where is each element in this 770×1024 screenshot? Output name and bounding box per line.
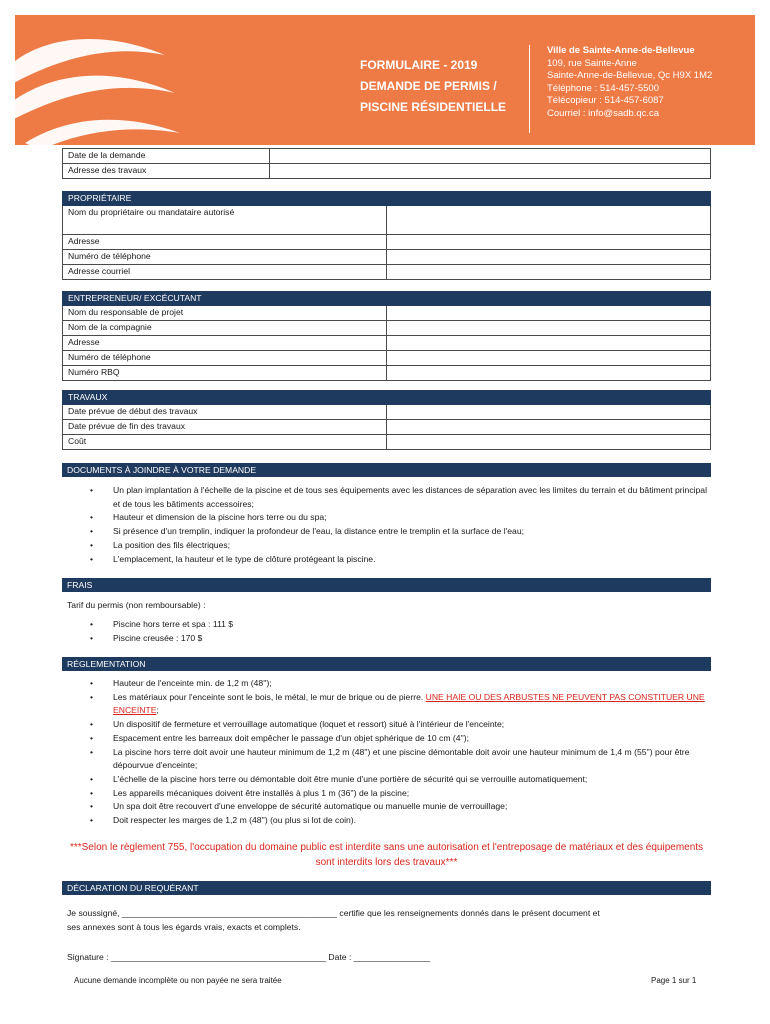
telephone-proprietaire-field[interactable] [387, 250, 711, 265]
list-item: • Hauteur et dimension de la piscine hors terre ou du spa; [62, 511, 707, 525]
date-fin-field[interactable] [387, 420, 711, 435]
list-item-text: Les matériaux pour l'enceinte sont le bois, le métal, le mur de brique ou de pierre. [113, 691, 426, 702]
field-label: Numéro de téléphone [63, 250, 387, 265]
date-debut-field[interactable] [387, 405, 711, 420]
field-label: Nom de la compagnie [63, 321, 387, 336]
list-item: • L'échelle de la piscine hors terre ou démontable doit être munie d'une portière de sécurité qui se verrouille automatiquement; [62, 773, 707, 787]
list-item: • Si présence d'un tremplin, indiquer la profondeur de l'eau, la distance entre le tremplin et la surface de l'eau; [62, 525, 707, 539]
declaration-line: ses annexes sont à tous les égards vrais, exacts et complets. [67, 922, 301, 932]
form-title-line: PISCINE RÉSIDENTIELLE [360, 100, 507, 114]
field-label: Adresse des travaux [63, 164, 270, 179]
footer-note: Aucune demande incomplète ou non payée ne sera traitée [74, 976, 282, 985]
section-header: TRAVAUX [63, 391, 711, 405]
signature-line[interactable]: Signature : _____________________________________________ Date : ________________ [67, 952, 431, 962]
form-title-line: DEMANDE DE PERMIS / [360, 79, 497, 93]
adresse-entrepreneur-field[interactable] [387, 336, 711, 351]
header-banner [15, 15, 755, 145]
header-divider [529, 45, 530, 133]
city-address-line: Sainte-Anne-de-Bellevue, Qc H9X 1M2 [547, 70, 713, 81]
section-header: PROPRIÉTAIRE [63, 192, 711, 206]
documents-list [62, 484, 707, 566]
list-item: • Doit respecter les marges de 1,2 m (48'') (ou plus si lot de coin). [62, 814, 707, 828]
travaux-table [62, 390, 711, 450]
section-header: DÉCLARATION DU REQUÉRANT [62, 881, 711, 895]
list-item: • La position des fils électriques; [62, 539, 707, 553]
field-label: Nom du responsable de projet [63, 306, 387, 321]
form-title-line: FORMULAIRE - 2019 [360, 58, 478, 72]
section-header: ENTREPRENEUR/ EXCÉCUTANT [63, 292, 711, 306]
list-item: • L'emplacement, la hauteur et le type de clôture protégeant la piscine. [62, 553, 707, 567]
field-label: Numéro RBQ [63, 366, 387, 381]
list-item: • Un dispositif de fermeture et verrouillage automatique (loquet et ressort) situé à l'intérieur de l'enceinte; [62, 718, 707, 732]
entrepreneur-table [62, 291, 711, 381]
field-label: Date prévue de fin des travaux [63, 420, 387, 435]
city-name: Ville de Sainte-Anne-de-Bellevue [547, 45, 695, 56]
list-item: • Hauteur de l'enceinte min. de 1,2 m (48''); [62, 677, 707, 691]
proprietaire-table [62, 191, 711, 280]
section-header: RÉGLEMENTATION [62, 657, 711, 671]
cout-field[interactable] [387, 435, 711, 450]
page-number: Page 1 sur 1 [651, 976, 697, 985]
list-item: • Un plan implantation à l'échelle de la piscine et de tous ses équipements avec les distances de séparation avec les limites du terrain et du bâtiment principal et de tous les bâtiments accessoires; [62, 484, 707, 511]
rbq-field[interactable] [387, 366, 711, 381]
frais-intro: Tarif du permis (non remboursable) : [67, 600, 206, 610]
city-contact-block [547, 45, 712, 120]
list-item: • Un spa doit être recouvert d'une enveloppe de sécurité automatique ou manuelle munie de verrouillage; [62, 800, 707, 814]
section-header: FRAIS [62, 578, 711, 592]
section-header: DOCUMENTS À JOINDRE À VOTRE DEMANDE [62, 463, 711, 477]
field-label: Adresse courriel [63, 265, 387, 280]
telephone-entrepreneur-field[interactable] [387, 351, 711, 366]
declaration-line: Je soussigné, _____________________________________________ certifie que les renseignements donnés dans le présent document et [67, 908, 600, 918]
city-address-line: 109, rue Sainte-Anne [547, 57, 637, 69]
list-item: • La piscine hors terre doit avoir une hauteur minimum de 1,2 m (48'') et une piscine démontable doit avoir une hauteur minimum de 1,4 m (55'') pour être dépourvue d'enceinte; [62, 746, 707, 773]
field-label: Coût [63, 435, 387, 450]
field-label: Date de la demande [63, 149, 270, 164]
field-label: Nom du propriétaire ou mandataire autorisé [63, 206, 387, 235]
logo-waves-icon [15, 15, 185, 145]
field-label: Adresse [63, 235, 387, 250]
date-demande-field[interactable] [270, 149, 711, 164]
list-item: • Piscine creusée : 170 $ [62, 632, 707, 646]
request-info-table [62, 148, 711, 179]
frais-list [62, 618, 707, 645]
list-item [62, 691, 707, 718]
adresse-proprietaire-field[interactable] [387, 235, 711, 250]
field-label: Date prévue de début des travaux [63, 405, 387, 420]
adresse-travaux-field[interactable] [270, 164, 711, 179]
form-title [360, 55, 506, 118]
reglementation-list [62, 677, 707, 828]
field-label: Numéro de téléphone [63, 351, 387, 366]
list-item: • Piscine hors terre et spa : 111 $ [62, 618, 707, 632]
list-item-text: ; [156, 705, 159, 716]
field-label: Adresse [63, 336, 387, 351]
courriel-proprietaire-field[interactable] [387, 265, 711, 280]
public-domain-warning: ***Selon le règlement 755, l'occupation du domaine public est interdite sans une autorisation et l'entreposage de matériaux et des équipements sont interdits lors des travaux*** [69, 842, 704, 868]
list-item: • Espacement entre les barreaux doit empêcher le passage d'un objet sphérique de 10 cm (4''); [62, 732, 707, 746]
responsable-field[interactable] [387, 306, 711, 321]
list-item: • Les appareils mécaniques doivent être installés à plus 1 m (36'') de la piscine; [62, 787, 707, 801]
city-fax: Télécopieur : 514-457-6087 [547, 95, 664, 106]
enceinte-warning-text: UNE HAIE OU DES ARBUSTES NE PEUVENT PAS CONSTITUER UNE ENCEINTE [113, 691, 705, 716]
compagnie-field[interactable] [387, 321, 711, 336]
city-phone: Téléphone : 514-457-5500 [547, 82, 659, 94]
nom-proprietaire-field[interactable] [387, 206, 711, 235]
city-email: Courriel : info@sadb.qc.ca [547, 107, 660, 119]
